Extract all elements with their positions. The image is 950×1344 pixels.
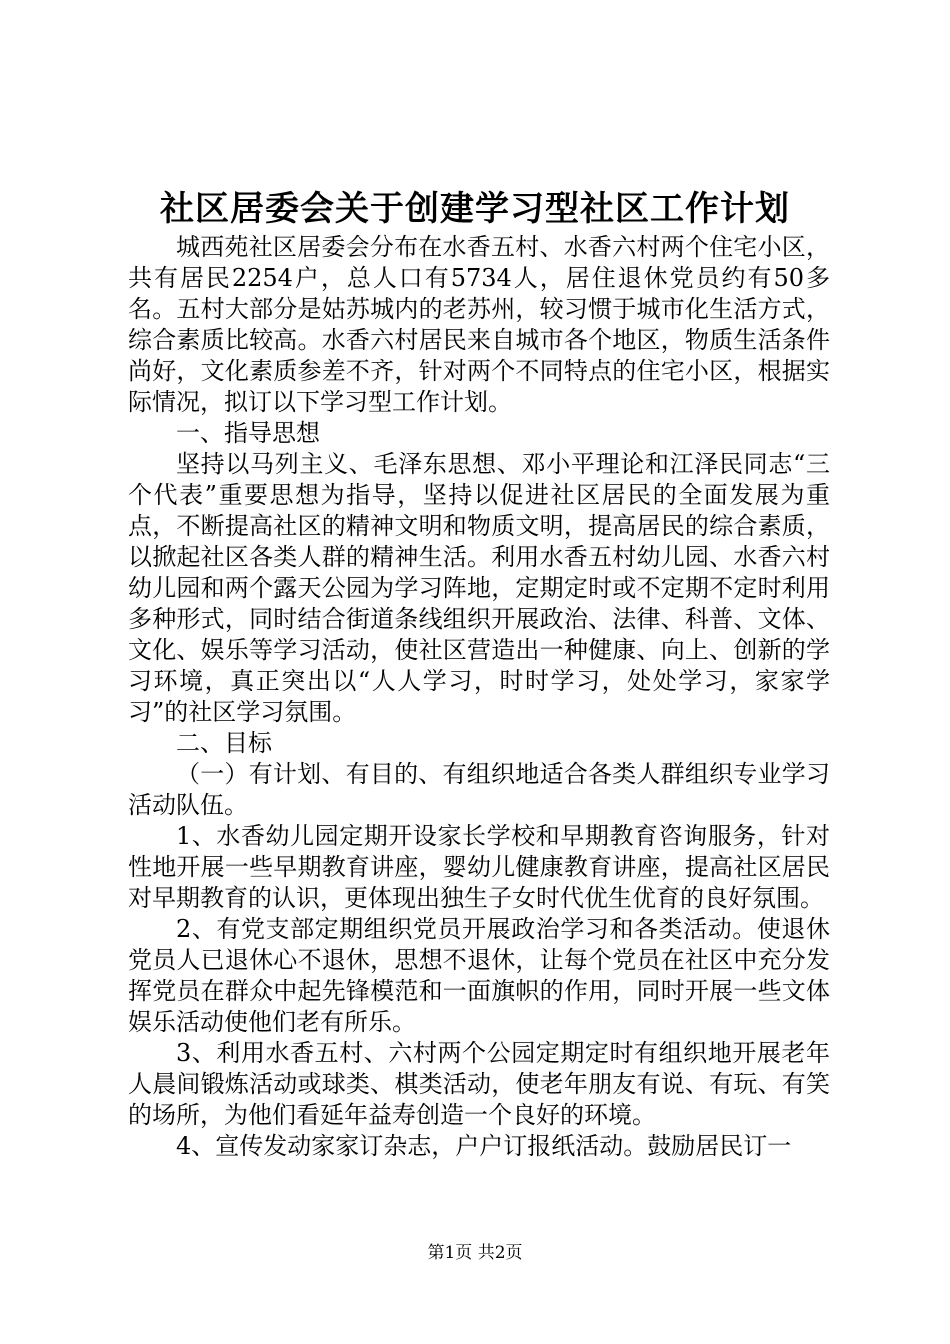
paragraph-intro: 城西苑社区居委会分布在水香五村、水香六村两个住宅小区，共有居民2254户，总人口有5734人，居住退休党员约有50多名。五村大部分是姑苏城内的老苏州，较习惯于城市化生活方式，综合素质比较高。水香六村居民来自城市各个地区，物质生活条件尚好，文化素质参差不齐，针对两个不同特点的住宅小区，根据实际情况，拟订以下学习型工作计划。 [128, 233, 830, 416]
paragraph-guiding-ideology: 坚持以马列主义、毛泽东思想、邓小平理论和江泽民同志“三个代表”重要思想为指导，坚持以促进社区居民的全面发展为重点，不断提高社区的精神文明和物质文明，提高居民的综合素质，以掀起社区各类人群的精神生活。利用水香五村幼儿园、水香六村幼儿园和两个露天公园为学习阵地，定期定时或不定期不定时利用多种形式，同时结合街道条线组织开展政治、法律、科普、文体、文化、娱乐等学习活动，使社区营造出一种健康、向上、创新的学习环境，真正突出以“人人学习，时时学习，处处学习，家家学习”的社区学习氛围。 [128, 450, 830, 726]
paragraph-item-4: 4、宣传发动家家订杂志，户户订报纸活动。鼓励居民订一 [176, 1132, 792, 1160]
document-title: 社区居委会关于创建学习型社区工作计划 [160, 189, 790, 229]
paragraph-item-3: 3、利用水香五村、六村两个公园定期定时有组织地开展老年人晨间锻炼活动或球类、棋类活动，使老年朋友有说、有玩、有笑的场所，为他们看延年益寿创造一个良好的环境。 [128, 1039, 830, 1129]
paragraph-item-2: 2、有党支部定期组织党员开展政治学习和各类活动。使退休党员人已退休心不退休，思想不退休，让每个党员在社区中充分发挥党员在群众中起先锋模范和一面旗帜的作用，同时开展一些文体娱乐活动使他们老有所乐。 [128, 915, 830, 1036]
page-footer: 第1页 共2页 [427, 1243, 523, 1263]
paragraph-item-1: 1、水香幼儿园定期开设家长学校和早期教育咨询服务，针对性地开展一些早期教育讲座，婴幼儿健康教育讲座，提高社区居民对早期教育的认识，更体现出独生子女时代优生优育的良好氛围。 [128, 822, 830, 912]
section-heading-goals: 二、目标 [176, 729, 272, 757]
document-body [128, 232, 830, 1162]
paragraph-goal-1: （一）有计划、有目的、有组织地适合各类人群组织专业学习活动队伍。 [128, 760, 830, 819]
section-heading-guiding-ideology: 一、指导思想 [176, 419, 320, 447]
